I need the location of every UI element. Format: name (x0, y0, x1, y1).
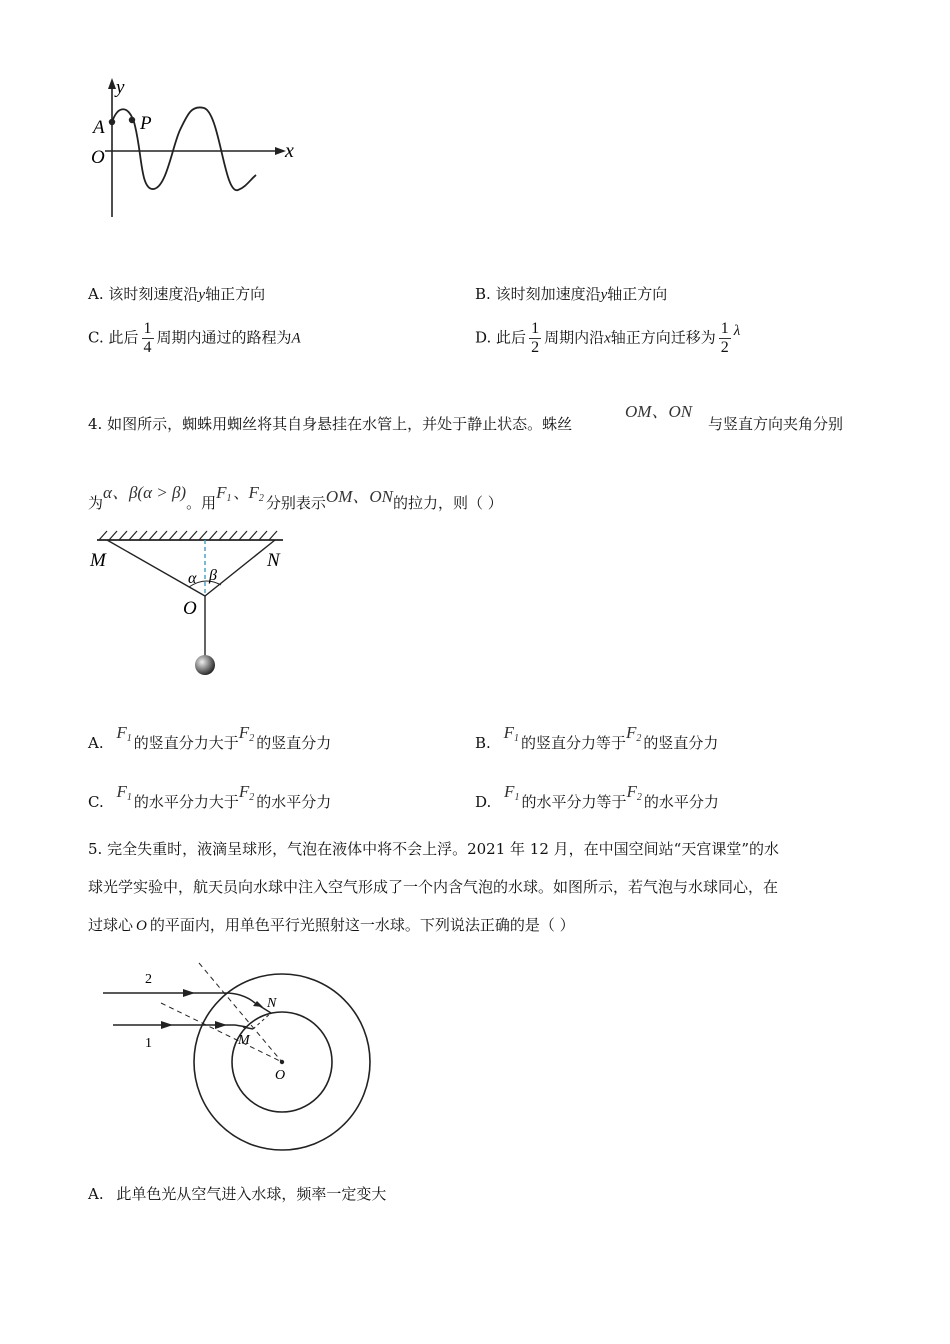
q4-option-c[interactable]: C. $F_1$ 的水平分力大于$F_2$ 的水平分力 (88, 782, 332, 811)
spider-ball (195, 655, 215, 675)
q5-line2: 球光学实验中，航天员向水球中注入空气形成了一个内含气泡的水球。如图所示，若气泡与水球同心，在 (88, 878, 779, 896)
label-m: M (90, 550, 106, 571)
y-axis-arrow (108, 78, 116, 89)
q5-line1: 5. 完全失重时，液滴呈球形，气泡在液体中将不会上浮。2021 年 12 月，在中国空间站“天宫课堂”的水 (88, 840, 779, 858)
x-label: x (285, 140, 294, 162)
q4-option-b[interactable]: B. $F_1$ 的竖直分力等于$F_2$ 的竖直分力 (475, 723, 719, 752)
fraction: $\frac{1}{4}$ (143, 320, 152, 356)
label-m: M (238, 1033, 250, 1048)
q4-line1: 4. 如图所示，蜘蛛用蜘丝将其自身悬挂在水管上，并处于静止状态。蛛丝 (88, 415, 573, 433)
center-o (280, 1060, 284, 1064)
ray-2-arrow (183, 989, 195, 997)
q4-option-d[interactable]: D. $F_1$ 的水平分力等于$F_2$ 的水平分力 (475, 782, 719, 811)
label-o: O (275, 1068, 286, 1083)
q3-option-a[interactable]: A. 该时刻速度沿y轴正方向 (88, 285, 266, 303)
label-n: N (267, 996, 277, 1011)
fraction: $\frac{1}{2}$ (720, 320, 729, 356)
point-a (109, 119, 115, 125)
q3-option-b[interactable]: B. 该时刻加速度沿y轴正方向 (475, 285, 668, 303)
q5-option-a[interactable]: A. 此单色光从空气进入水球，频率一定变大 (88, 1185, 387, 1203)
q4-option-a[interactable]: A. $F_1$ 的竖直分力大于$F_2$ 的竖直分力 (88, 723, 332, 752)
ray-1-label: 1 (145, 1036, 152, 1051)
label-n: N (267, 550, 280, 571)
p-label: P (140, 113, 152, 134)
q5-line3: 过球心 O 的平面内，用单色平行光照射这一水球。下列说法正确的是（ ） (88, 916, 575, 934)
a-label: A (93, 117, 105, 138)
wave-figure (80, 75, 310, 225)
origin-label: O (91, 147, 105, 168)
q4-line2: 为α、β(α > β)。用$F_1$ 、$F_2$ 分别表示OM、ON的拉力，则（ ） (88, 483, 503, 512)
label-o: O (183, 598, 197, 619)
water-ball-figure (95, 955, 385, 1165)
q3-option-c[interactable]: C. 此后 $\frac{1}{4}$ 周期内通过的路程为A (88, 320, 301, 356)
fraction: $\frac{1}{2}$ (531, 320, 540, 356)
q4-line1-tail: 与竖直方向夹角分别 (708, 415, 844, 433)
label-beta: β (209, 567, 217, 584)
y-label: y (116, 77, 125, 98)
label-alpha: α (188, 570, 197, 587)
normal-m (161, 1003, 282, 1062)
spider-figure (85, 528, 295, 683)
point-p (129, 117, 135, 123)
thread-om (107, 540, 205, 596)
ray-1-arrow (161, 1021, 173, 1029)
q3-option-d[interactable]: D. 此后 $\frac{1}{2}$ 周期内沿x轴正方向迁移为 $\frac{1}{2}$ λ (475, 320, 741, 356)
pipe-hatching (99, 531, 277, 540)
ray-2-label: 2 (145, 972, 152, 987)
q4-om-on: OM、ON (625, 402, 693, 421)
